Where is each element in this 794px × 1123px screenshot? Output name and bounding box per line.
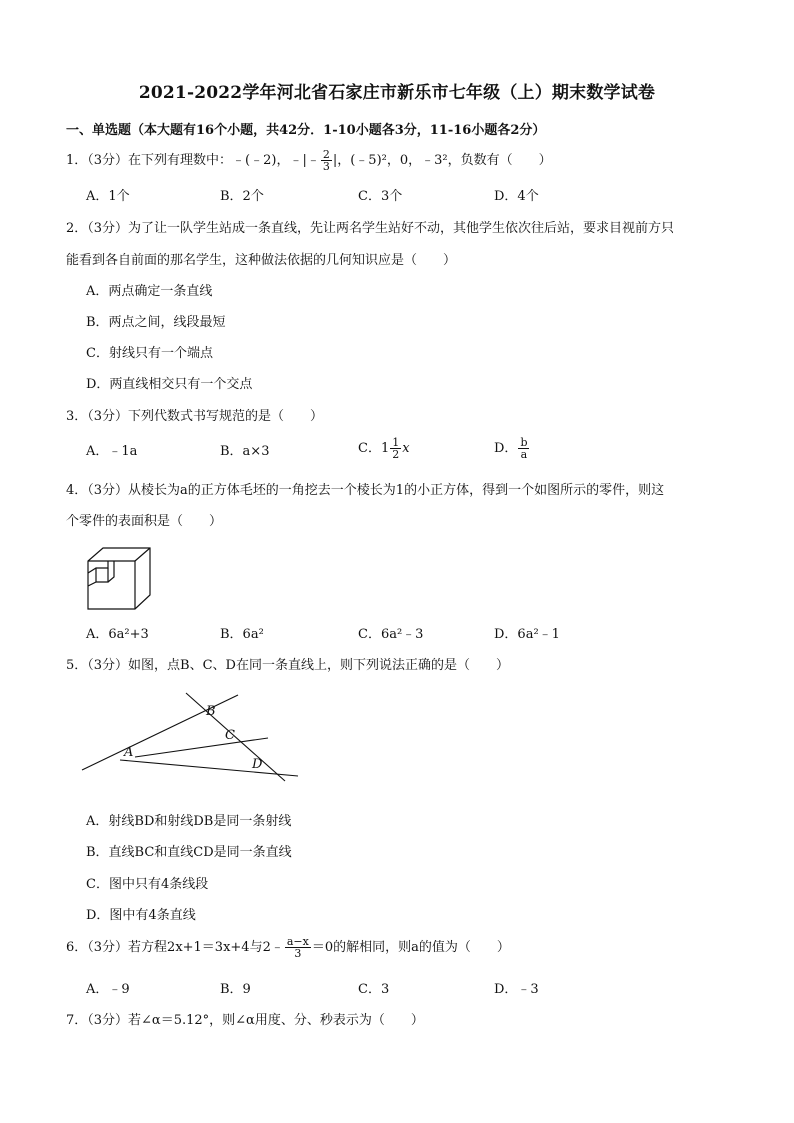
page-title: 2021-2022学年河北省石家庄市新乐市七年级（上）期末数学试卷: [138, 83, 656, 103]
q4-option-c: C．6a²﹣3: [358, 627, 424, 642]
point-a-label: A: [124, 745, 134, 760]
q1-option-d: D．4个: [494, 189, 539, 204]
question-3: 3．（3分）下列代数式书写规范的是（ ）: [66, 409, 324, 424]
q2-option-b: B．两点之间，线段最短: [86, 315, 226, 330]
fraction-denominator: 3: [294, 947, 302, 960]
fraction-numerator: 2: [322, 148, 330, 161]
q5-option-b: B．直线BC和直线CD是同一条直线: [86, 845, 292, 860]
q1-option-a: A．1个: [86, 189, 130, 204]
q1-option-c: C．3个: [358, 189, 403, 204]
fraction-denominator: 3: [322, 160, 330, 173]
question-1-text-a: ﹣(﹣2)，﹣|﹣: [232, 153, 320, 168]
fraction-numerator: b: [520, 436, 528, 449]
fraction: [285, 936, 311, 959]
q5-option-d: D．图中有4条直线: [86, 908, 196, 923]
question-1: [66, 149, 552, 172]
question-6-suffix: ＝0的解相同，则a的值为（ ）: [311, 940, 510, 955]
q2-option-d: D．两直线相交只有一个交点: [86, 377, 253, 392]
question-6-prefix: 6．（3分）若方程2x+1＝3x+4与2﹣: [66, 940, 284, 955]
q3-option-d: [494, 437, 530, 460]
fraction-denominator: 2: [392, 448, 400, 461]
point-b-label: B: [206, 704, 216, 719]
question-5: 5．（3分）如图，点B、C、D在同一条直线上，则下列说法正确的是（ ）: [66, 658, 509, 673]
variable: x: [402, 441, 410, 456]
lines-figure: [80, 685, 330, 785]
point-d-label: D: [252, 757, 263, 772]
q3-option-c-prefix: C．1: [358, 441, 390, 456]
fraction-denominator: a: [520, 448, 528, 461]
question-7: 7．（3分）若∠α＝5.12°，则∠α用度、分、秒表示为（ ）: [66, 1013, 424, 1028]
q3-option-d-prefix: D．: [494, 441, 518, 456]
q6-option-a: A．﹣9: [86, 982, 130, 997]
fraction-numerator: 1: [392, 436, 400, 449]
q3-option-a: A．﹣1a: [86, 444, 138, 459]
fraction: [518, 437, 529, 460]
question-1-prefix: 1．（3分）在下列有理数中：: [66, 153, 233, 168]
fraction: [321, 149, 332, 172]
question-4-line-2: 个零件的表面积是（ ）: [66, 514, 223, 529]
question-2-line-2: 能看到各自前面的那名学生，这种做法依据的几何知识应是（ ）: [66, 253, 457, 268]
cube-figure: [84, 543, 156, 613]
q2-option-c: C．射线只有一个端点: [86, 346, 213, 361]
q4-option-d: D．6a²﹣1: [494, 627, 560, 642]
q3-option-c: [358, 437, 410, 460]
question-4-line-1: 4．（3分）从棱长为a的正方体毛坯的一角挖去一个棱长为1的小正方体，得到一个如图所示的零件，则这: [66, 483, 665, 498]
q4-option-b: B．6a²: [220, 627, 264, 642]
q5-option-c: C．图中只有4条线段: [86, 877, 209, 892]
fraction-numerator: a−x: [286, 935, 309, 948]
q6-option-d: D．﹣3: [494, 982, 539, 997]
q2-option-a: A．两点确定一条直线: [86, 284, 213, 299]
question-6: [66, 936, 510, 959]
q1-option-b: B．2个: [220, 189, 264, 204]
q5-option-a: A．射线BD和射线DB是同一条射线: [86, 814, 292, 829]
q4-option-a: A．6a²+3: [86, 627, 149, 642]
point-c-label: C: [225, 728, 235, 743]
section-heading: 一、单选题（本大题有16个小题，共42分．1-10小题各3分，11-16小题各2分）: [66, 123, 546, 138]
q3-option-b: B．a×3: [220, 444, 270, 459]
q6-option-c: C．3: [358, 982, 390, 997]
question-1-text-b: |，(﹣5)²，0，﹣3²，负数有（ ）: [332, 153, 552, 168]
question-2-line-1: 2．（3分）为了让一队学生站成一条直线，先让两名学生站好不动，其他学生依次往后站，要求目视前方只: [66, 221, 675, 236]
fraction: [390, 437, 401, 460]
q6-option-b: B．9: [220, 982, 251, 997]
